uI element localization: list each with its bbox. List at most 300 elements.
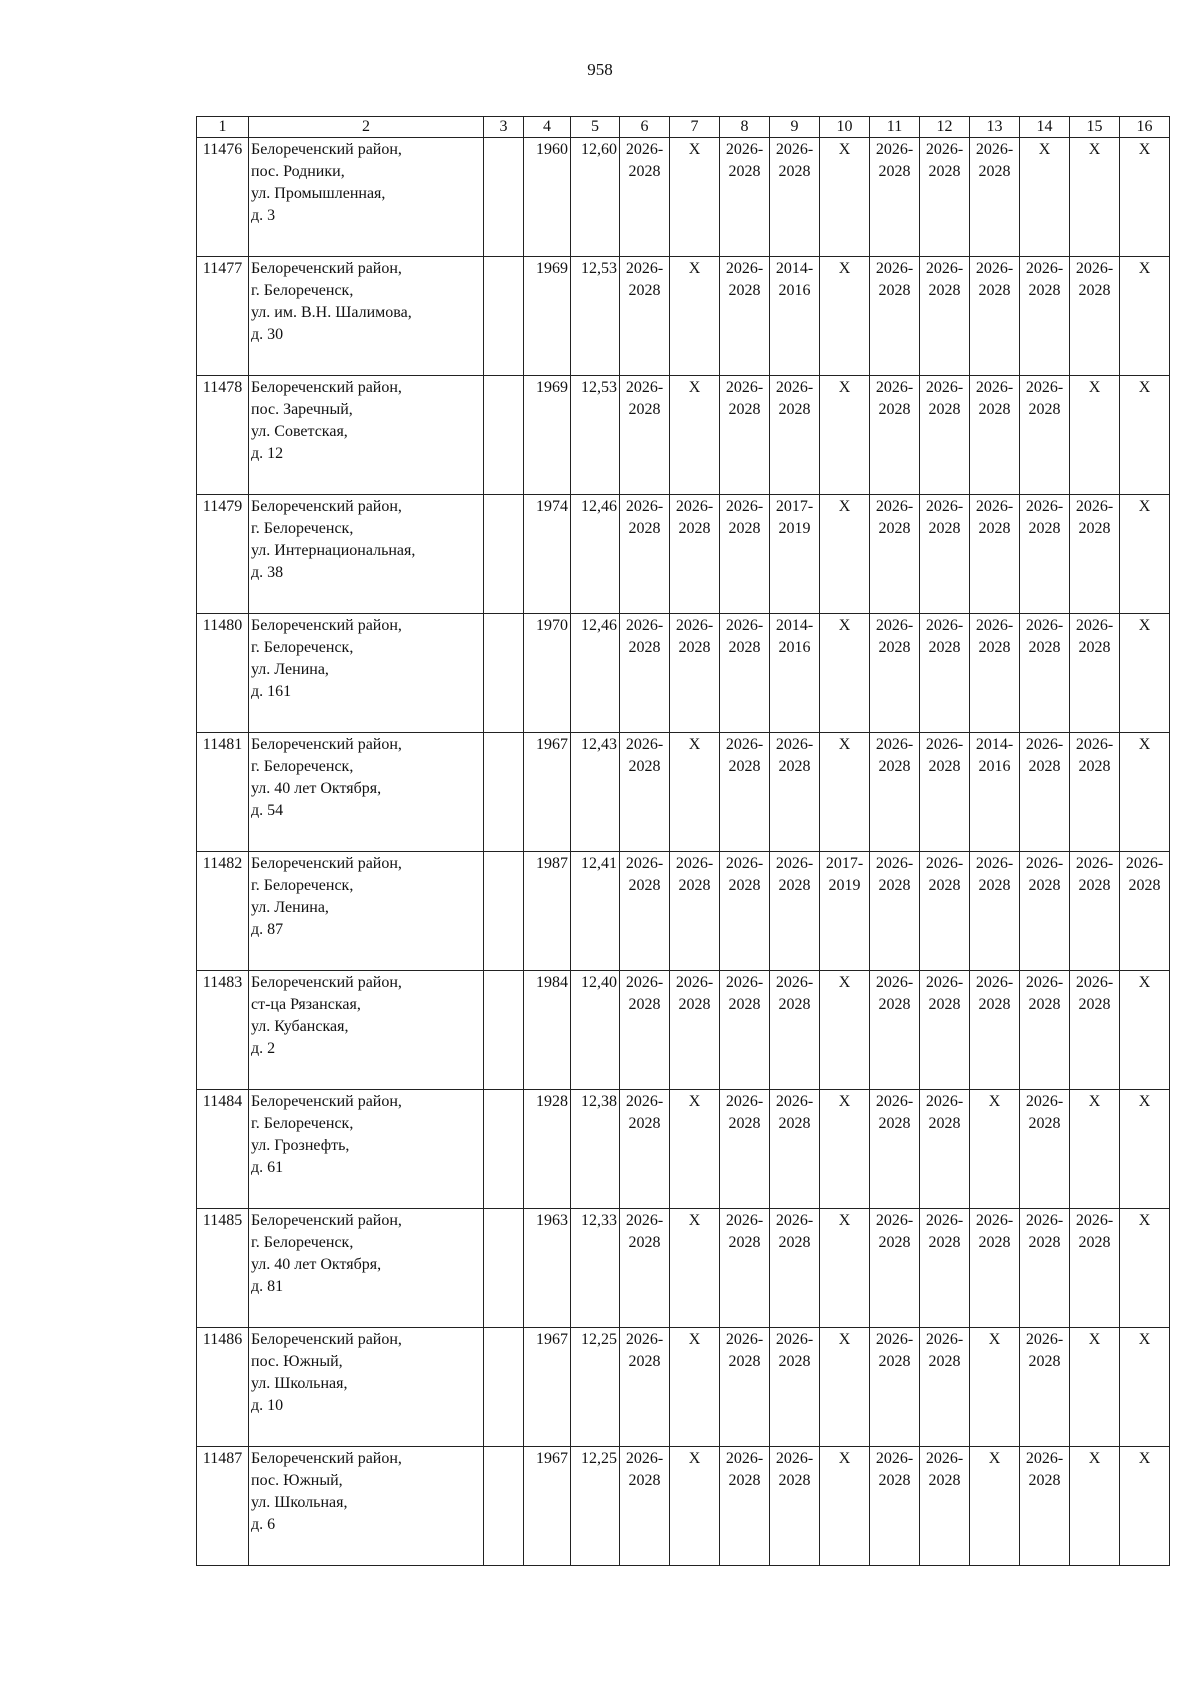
record-number: 11484 [197,1090,249,1209]
period-cell-col-10 [820,376,870,495]
period-cell-col-14 [1020,852,1070,971]
period-line: 2026- [625,379,664,396]
period-line: 2028 [928,1472,961,1489]
address-line: г. Белореченск, [251,877,354,894]
period-line: 2026- [975,498,1014,515]
period-line: 2028 [878,401,911,418]
year-cell: 1960 [524,138,571,257]
period-cell-col-10 [820,1090,870,1209]
period-line: 2028 [728,1353,761,1370]
period-cell-col-11 [870,852,920,971]
period-cell-col-10 [820,1447,870,1566]
period-line: 2028 [928,282,961,299]
period-line: 2028 [978,401,1011,418]
record-number: 11478 [197,376,249,495]
period-cell-col-8 [720,1328,770,1447]
period-line: 2026- [975,974,1014,991]
period-cell-col-7 [670,1328,720,1447]
period-line: 2026- [1125,855,1164,872]
record-number: 11476 [197,138,249,257]
address-line: Белореченский район, [251,379,402,396]
period-line: 2028 [1028,758,1061,775]
period-line: 2026- [875,855,914,872]
period-line: 2026- [975,1212,1014,1229]
period-line: X [688,736,701,753]
period-line: 2028 [928,996,961,1013]
period-line: 2026- [625,617,664,634]
period-line: 2028 [728,401,761,418]
period-line: 2028 [778,877,811,894]
period-line: X [838,1212,851,1229]
period-cell-col-13 [970,614,1020,733]
period-line: 2026- [1075,855,1114,872]
period-line: 2028 [628,1472,661,1489]
period-line: 2028 [778,401,811,418]
address-line: Белореченский район, [251,1450,402,1467]
period-line: 2028 [878,758,911,775]
period-cell-col-13 [970,733,1020,852]
address-line: ул. им. В.Н. Шалимова, [251,304,412,321]
period-line: X [1138,1450,1151,1467]
year-cell: 1969 [524,257,571,376]
table-row [197,614,1170,733]
period-cell-col-15 [1070,1447,1120,1566]
column-header-12: 12 [920,117,970,138]
period-line: X [1138,141,1151,158]
period-line: 2026- [925,974,964,991]
address-line: ул. 40 лет Октября, [251,1256,382,1273]
period-line: X [688,1450,701,1467]
period-cell-col-6 [620,1209,670,1328]
address-line: ул. Школьная, [251,1375,348,1392]
period-cell-col-16 [1120,1447,1170,1566]
period-line: X [1138,1093,1151,1110]
period-line: X [688,1331,701,1348]
address-cell [249,1090,484,1209]
period-cell-col-10 [820,257,870,376]
column-header-5: 5 [571,117,620,138]
period-cell-col-8 [720,495,770,614]
period-line: 2026- [975,141,1014,158]
period-cell-col-15 [1070,138,1120,257]
address-line: ул. Советская, [251,423,348,440]
period-cell-col-15 [1070,376,1120,495]
period-line: 2026- [1025,736,1064,753]
period-line: 2026- [1025,617,1064,634]
period-cell-col-10 [820,852,870,971]
period-line: 2026- [625,141,664,158]
period-line: 2028 [628,1115,661,1132]
address-line: д. 2 [251,1040,276,1057]
period-line: X [988,1093,1001,1110]
period-line: 2028 [1078,520,1111,537]
period-line: 2028 [1078,1234,1111,1251]
period-line: 2028 [1028,1353,1061,1370]
period-line: X [1138,1331,1151,1348]
period-line: 2026- [1075,974,1114,991]
period-line: 2026- [875,379,914,396]
period-line: 2028 [878,877,911,894]
period-cell-col-13 [970,495,1020,614]
period-line: 2026- [725,1450,764,1467]
period-cell-col-8 [720,138,770,257]
table-row [197,1090,1170,1209]
period-line: 2026- [725,1212,764,1229]
address-line: ул. Ленина, [251,899,329,916]
period-line: 2026- [775,1450,814,1467]
period-line: 2026- [625,736,664,753]
period-line: 2028 [678,520,711,537]
period-cell-col-7 [670,495,720,614]
year-cell: 1928 [524,1090,571,1209]
period-cell-col-14 [1020,971,1070,1090]
period-cell-col-14 [1020,138,1070,257]
column-header-11: 11 [870,117,920,138]
period-line: 2026- [875,1093,914,1110]
period-line: 2028 [1078,758,1111,775]
column-header-3: 3 [484,117,524,138]
period-line: 2026- [875,260,914,277]
value-cell: 12,53 [571,376,620,495]
period-line: X [1138,260,1151,277]
period-cell-col-13 [970,376,1020,495]
address-line: г. Белореченск, [251,520,354,537]
period-line: X [1138,498,1151,515]
period-line: 2028 [628,401,661,418]
period-line: 2026- [725,1331,764,1348]
period-line: 2028 [928,758,961,775]
period-cell-col-12 [920,495,970,614]
period-cell-col-7 [670,1209,720,1328]
period-cell-col-10 [820,733,870,852]
period-line: 2028 [778,1472,811,1489]
period-cell-col-9 [770,733,820,852]
column-header-1: 1 [197,117,249,138]
period-line: 2026- [1025,974,1064,991]
period-cell-col-7 [670,1090,720,1209]
period-cell-col-6 [620,1328,670,1447]
period-line: 2026- [625,1450,664,1467]
address-line: г. Белореченск, [251,1234,354,1251]
period-cell-col-14 [1020,257,1070,376]
period-cell-col-15 [1070,1090,1120,1209]
record-number: 11477 [197,257,249,376]
period-line: 2026- [925,736,964,753]
period-line: 2026- [925,1212,964,1229]
column-header-4: 4 [524,117,571,138]
period-line: 2028 [1128,877,1161,894]
period-cell-col-9 [770,614,820,733]
period-line: 2028 [928,163,961,180]
period-line: X [838,617,851,634]
period-line: 2028 [628,163,661,180]
period-line: X [1038,141,1051,158]
period-line: 2026- [625,1212,664,1229]
period-line: X [688,260,701,277]
address-line: ст-ца Рязанская, [251,996,361,1013]
period-cell-col-12 [920,971,970,1090]
period-line: X [838,1450,851,1467]
address-cell [249,1209,484,1328]
address-line: Белореченский район, [251,974,402,991]
period-line: 2028 [778,1115,811,1132]
period-cell-col-8 [720,257,770,376]
address-line: Белореченский район, [251,1093,402,1110]
period-cell-col-11 [870,1328,920,1447]
address-line: ул. Грознефть, [251,1137,350,1154]
period-cell-col-11 [870,1090,920,1209]
period-line: 2026- [925,498,964,515]
period-line: 2026- [625,1093,664,1110]
record-number: 11483 [197,971,249,1090]
period-cell-col-16 [1120,1328,1170,1447]
address-line: Белореченский район, [251,736,402,753]
period-line: 2026- [775,1093,814,1110]
period-cell-col-9 [770,1447,820,1566]
period-line: 2019 [778,520,811,537]
period-cell-col-12 [920,614,970,733]
period-line: X [838,498,851,515]
period-cell-col-15 [1070,495,1120,614]
address-cell [249,495,484,614]
period-cell-col-8 [720,971,770,1090]
period-cell-col-7 [670,852,720,971]
column-3-cell [484,614,524,733]
column-3-cell [484,1328,524,1447]
period-line: X [1088,1093,1101,1110]
address-line: Белореченский район, [251,1331,402,1348]
period-line: 2028 [978,520,1011,537]
table-row [197,257,1170,376]
period-line: 2028 [928,401,961,418]
address-line: д. 87 [251,921,284,938]
period-cell-col-10 [820,495,870,614]
period-line: X [838,736,851,753]
period-line: 2028 [728,1472,761,1489]
address-cell [249,614,484,733]
column-3-cell [484,971,524,1090]
period-line: 2026- [875,1331,914,1348]
period-line: 2026- [875,1450,914,1467]
period-cell-col-6 [620,257,670,376]
value-cell: 12,46 [571,614,620,733]
period-line: 2026- [925,141,964,158]
period-cell-col-16 [1120,1209,1170,1328]
period-line: X [838,260,851,277]
period-cell-col-8 [720,1447,770,1566]
period-line: 2028 [1028,877,1061,894]
period-line: 2026- [625,974,664,991]
period-cell-col-11 [870,1447,920,1566]
period-line: 2028 [728,163,761,180]
period-line: X [1138,736,1151,753]
period-line: 2026- [975,617,1014,634]
address-line: д. 30 [251,326,284,343]
period-cell-col-13 [970,852,1020,971]
period-cell-col-13 [970,1328,1020,1447]
period-line: 2028 [878,1234,911,1251]
period-cell-col-7 [670,138,720,257]
period-line: X [1088,141,1101,158]
address-cell [249,257,484,376]
period-cell-col-16 [1120,1090,1170,1209]
column-header-10: 10 [820,117,870,138]
column-3-cell [484,733,524,852]
period-line: 2026- [1025,1212,1064,1229]
record-number: 11487 [197,1447,249,1566]
column-3-cell [484,1209,524,1328]
registry-table [196,116,1170,1566]
year-cell: 1963 [524,1209,571,1328]
year-cell: 1967 [524,1447,571,1566]
period-line: 2026- [875,1212,914,1229]
period-cell-col-16 [1120,257,1170,376]
period-cell-col-12 [920,138,970,257]
period-cell-col-12 [920,1090,970,1209]
period-line: 2028 [728,877,761,894]
value-cell: 12,41 [571,852,620,971]
period-cell-col-9 [770,1209,820,1328]
period-line: 2028 [1028,1234,1061,1251]
period-line: 2028 [928,1234,961,1251]
period-line: X [838,1331,851,1348]
period-cell-col-15 [1070,733,1120,852]
period-line: 2028 [728,520,761,537]
period-line: X [688,141,701,158]
period-line: 2028 [728,996,761,1013]
record-number: 11481 [197,733,249,852]
year-cell: 1969 [524,376,571,495]
period-line: 2028 [978,639,1011,656]
column-3-cell [484,1447,524,1566]
period-line: 2026- [625,1331,664,1348]
table-row [197,852,1170,971]
period-line: X [838,974,851,991]
period-cell-col-9 [770,257,820,376]
period-line: 2028 [778,1353,811,1370]
period-line: 2026- [675,974,714,991]
period-cell-col-10 [820,614,870,733]
page-number: 958 [587,60,613,79]
period-line: X [838,141,851,158]
column-header-8: 8 [720,117,770,138]
period-line: 2028 [728,1115,761,1132]
address-line: ул. Интернациональная, [251,542,416,559]
period-line: 2026- [875,141,914,158]
column-header-7: 7 [670,117,720,138]
value-cell: 12,46 [571,495,620,614]
period-line: 2028 [1028,1472,1061,1489]
period-line: 2028 [628,639,661,656]
period-line: 2028 [878,163,911,180]
period-line: 2026- [1025,1093,1064,1110]
address-line: пос. Южный, [251,1353,343,1370]
period-line: X [1088,1331,1101,1348]
period-line: 2028 [1028,520,1061,537]
address-line: д. 3 [251,207,276,224]
period-line: 2028 [1078,877,1111,894]
table-row [197,971,1170,1090]
period-line: 2028 [1028,1115,1061,1132]
period-cell-col-14 [1020,1090,1070,1209]
period-cell-col-8 [720,1090,770,1209]
period-line: 2017- [825,855,864,872]
period-cell-col-9 [770,852,820,971]
period-line: 2026- [625,260,664,277]
period-line: 2028 [628,1353,661,1370]
period-line: 2016 [978,758,1011,775]
period-line: 2028 [728,639,761,656]
period-line: 2028 [628,996,661,1013]
period-line: 2026- [775,855,814,872]
period-cell-col-16 [1120,971,1170,1090]
period-line: 2028 [678,996,711,1013]
address-line: г. Белореченск, [251,1115,354,1132]
period-cell-col-6 [620,376,670,495]
period-line: 2028 [1078,282,1111,299]
period-line: 2028 [878,1472,911,1489]
year-cell: 1970 [524,614,571,733]
period-cell-col-14 [1020,1328,1070,1447]
period-cell-col-10 [820,1328,870,1447]
period-cell-col-9 [770,1090,820,1209]
address-line: Белореченский район, [251,260,402,277]
period-line: 2017- [775,498,814,515]
period-line: 2028 [928,1115,961,1132]
address-cell [249,852,484,971]
period-line: 2028 [978,1234,1011,1251]
period-line: 2028 [928,639,961,656]
record-number: 11482 [197,852,249,971]
period-line: 2026- [1075,260,1114,277]
value-cell: 12,33 [571,1209,620,1328]
period-cell-col-7 [670,376,720,495]
period-cell-col-16 [1120,733,1170,852]
period-line: 2026- [925,260,964,277]
period-cell-col-12 [920,376,970,495]
period-cell-col-6 [620,138,670,257]
address-line: Белореченский район, [251,1212,402,1229]
address-line: г. Белореченск, [251,758,354,775]
period-cell-col-7 [670,733,720,852]
period-line: 2016 [778,282,811,299]
period-cell-col-16 [1120,614,1170,733]
period-line: 2028 [628,520,661,537]
period-line: 2028 [1028,282,1061,299]
period-line: 2026- [1025,1450,1064,1467]
period-cell-col-8 [720,733,770,852]
period-line: 2026- [925,1450,964,1467]
period-cell-col-10 [820,1209,870,1328]
period-line: 2028 [978,877,1011,894]
period-line: 2028 [628,758,661,775]
period-cell-col-16 [1120,495,1170,614]
period-line: 2028 [728,758,761,775]
period-cell-col-8 [720,1209,770,1328]
value-cell: 12,43 [571,733,620,852]
period-cell-col-11 [870,376,920,495]
period-line: 2028 [978,163,1011,180]
period-line: X [988,1331,1001,1348]
period-cell-col-11 [870,1209,920,1328]
period-cell-col-15 [1070,971,1120,1090]
period-line: 2028 [878,996,911,1013]
period-cell-col-7 [670,1447,720,1566]
year-cell: 1967 [524,733,571,852]
period-line: 2026- [1025,379,1064,396]
period-cell-col-11 [870,971,920,1090]
period-line: 2026- [925,855,964,872]
